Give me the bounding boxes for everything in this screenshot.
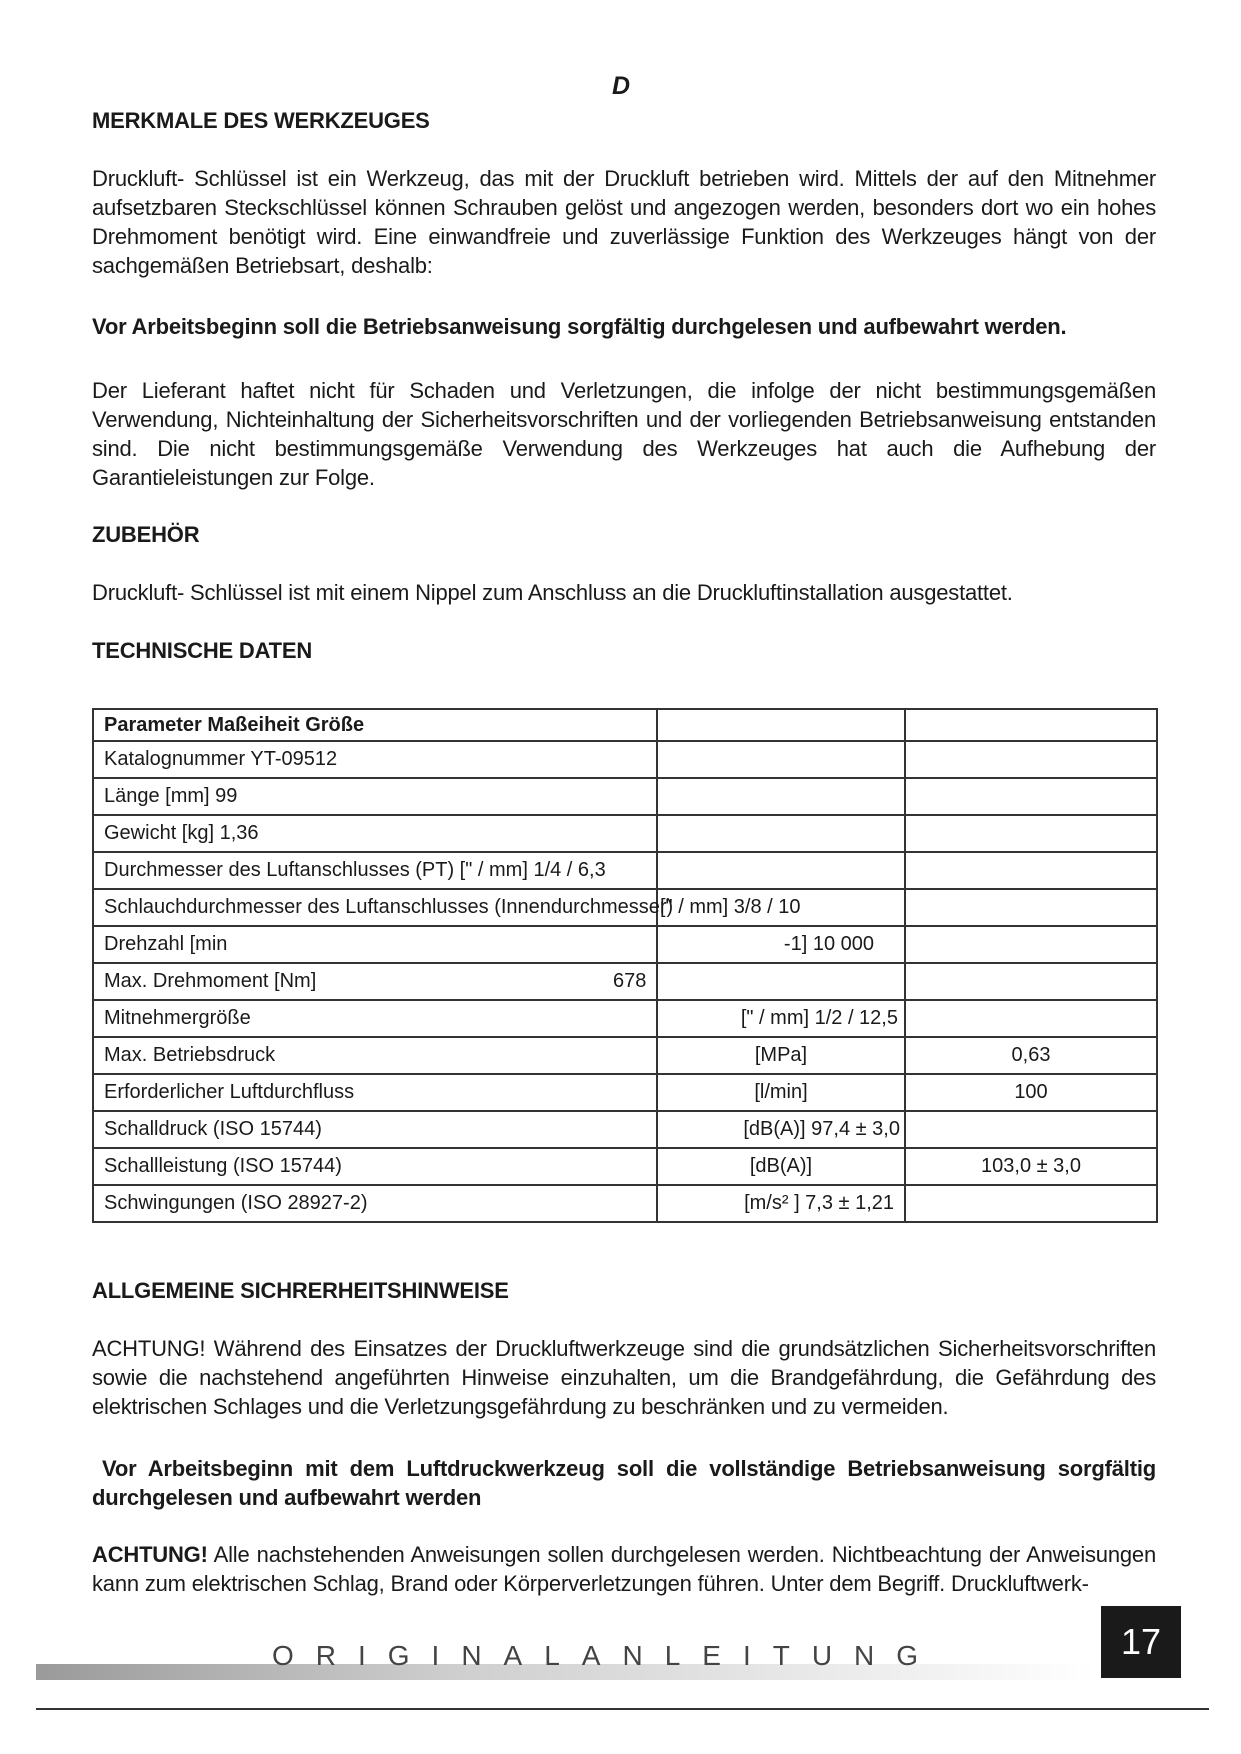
table-row bbox=[93, 1037, 1157, 1074]
table-cell bbox=[905, 815, 1157, 852]
table-row bbox=[93, 1185, 1157, 1222]
table-row bbox=[93, 1148, 1157, 1185]
table-cell: Durchmesser des Luftanschlusses (PT) [" / mm] 1/4 / 6,3 bbox=[93, 852, 657, 889]
accessories-heading: ZUBEHÖR bbox=[92, 522, 200, 547]
table-cell: 103,0 ± 3,0 bbox=[905, 1148, 1157, 1185]
table-cell bbox=[905, 852, 1157, 889]
safety-paragraph-1: ACHTUNG! Während des Einsatzes der Druckluftwerkzeuge sind die grundsätzlichen Sicherheitsvorschriften sowie die nachstehend angeführten Hinweise einzuhalten, um die Brandgefährdung, die Gefährdung des elektrischen Schlages und die Verletzungsgefährdung zu beschränken und zu vermeiden. bbox=[92, 1336, 1156, 1419]
table-cell-value: 678 bbox=[613, 970, 647, 992]
table-header-empty bbox=[905, 709, 1157, 741]
safety-paragraph-3 bbox=[92, 1540, 1156, 1598]
footer-title: ORIGINALANLEITUNG bbox=[272, 1640, 941, 1671]
table-cell bbox=[657, 741, 905, 778]
table-row bbox=[93, 926, 1157, 963]
table-header-cell: Parameter Maßeiheit Größe bbox=[93, 709, 657, 741]
table-row bbox=[93, 852, 1157, 889]
page-number: 17 bbox=[1101, 1606, 1181, 1678]
safety-paragraph-3-text: Alle nachstehenden Anweisungen sollen durchgelesen werden. Nichtbeachtung der Anweisungen kann zum elektrischen Schlag, Brand oder Körperverletzungen führen. Unter dem Begriff. Druckluftwerk- bbox=[92, 1542, 1156, 1596]
table-cell bbox=[93, 963, 657, 1000]
table-row bbox=[93, 815, 1157, 852]
table-header-row bbox=[93, 709, 1157, 741]
table-row bbox=[93, 741, 1157, 778]
table-cell bbox=[905, 741, 1157, 778]
accessories-paragraph: Druckluft- Schlüssel ist mit einem Nippel zum Anschluss an die Druckluftinstallation ausgestattet. bbox=[92, 580, 1013, 605]
tech-heading: TECHNISCHE DATEN bbox=[92, 638, 313, 663]
table-cell: [" / mm] 1/2 / 12,5 bbox=[657, 1000, 905, 1037]
table-cell: 0,63 bbox=[905, 1037, 1157, 1074]
table-header-empty bbox=[657, 709, 905, 741]
table-cell bbox=[657, 963, 905, 1000]
table-row bbox=[93, 1074, 1157, 1111]
table-cell bbox=[657, 778, 905, 815]
features-paragraph-2: Vor Arbeitsbeginn soll die Betriebsanweisung sorgfältig durchgelesen und aufbewahrt werden. bbox=[92, 314, 1067, 339]
table-cell: Max. Betriebsdruck bbox=[93, 1037, 657, 1074]
table-cell: Schwingungen (ISO 28927-2) bbox=[93, 1185, 657, 1222]
table-cell bbox=[657, 852, 905, 889]
table-row bbox=[93, 1000, 1157, 1037]
table-row bbox=[93, 889, 1157, 926]
table-cell bbox=[905, 1111, 1157, 1148]
table-cell bbox=[905, 963, 1157, 1000]
table-cell: Schallleistung (ISO 15744) bbox=[93, 1148, 657, 1185]
safety-paragraph-2: Vor Arbeitsbeginn mit dem Luftdruckwerkzeug soll die vollständige Betriebsanweisung sorgfältig durchgelesen und aufbewahrt werden bbox=[92, 1456, 1156, 1510]
features-paragraph-1: Druckluft- Schlüssel ist ein Werkzeug, das mit der Druckluft betrieben wird. Mittels der auf den Mitnehmer aufsetzbaren Steckschlüssel können Schrauben gelöst und angezogen werden, besonders dort wo ein hohes Drehmoment benötigt wird. Eine einwandfreie und zuverlässige Funktion des Werkzeuges hängt von der sachgemäßen Betriebsart, deshalb: bbox=[92, 166, 1156, 278]
table-row bbox=[93, 1111, 1157, 1148]
features-heading: MERKMALE DES WERKZEUGES bbox=[92, 108, 430, 133]
table-cell: [dB(A)] 97,4 ± 3,0 bbox=[657, 1111, 905, 1148]
table-cell: [m/s² ] 7,3 ± 1,21 bbox=[657, 1185, 905, 1222]
language-marker: D bbox=[612, 72, 631, 100]
table-cell bbox=[905, 1000, 1157, 1037]
table-cell bbox=[905, 926, 1157, 963]
table-row bbox=[93, 778, 1157, 815]
table-cell: Gewicht [kg] 1,36 bbox=[93, 815, 657, 852]
table-cell: Katalognummer YT-09512 bbox=[93, 741, 657, 778]
table-cell: [MPa] bbox=[657, 1037, 905, 1074]
tech-data-table bbox=[92, 708, 1158, 1223]
safety-heading: ALLGEMEINE SICHRERHEITSHINWEISE bbox=[92, 1278, 509, 1303]
features-paragraph-3: Der Lieferant haftet nicht für Schaden und Verletzungen, die infolge der nicht bestimmungsgemäßen Verwendung, Nichteinhaltung der Sicherheitsvorschriften und der vorliegenden Betriebsanweisung entstanden sind. Die nicht bestimmungsgemäße Verwendung des Werkzeuges hat auch die Aufhebung der Garantieleistungen zur Folge. bbox=[92, 378, 1156, 490]
table-cell bbox=[657, 815, 905, 852]
table-cell: Schlauchdurchmesser des Luftanschlusses (Innendurchmesser) bbox=[93, 889, 657, 926]
warning-label: ACHTUNG! bbox=[92, 1542, 208, 1567]
footer-divider bbox=[36, 1708, 1209, 1710]
table-cell: Erforderlicher Luftdurchfluss bbox=[93, 1074, 657, 1111]
table-cell: [dB(A)] bbox=[657, 1148, 905, 1185]
table-cell: [" / mm] 3/8 / 10 bbox=[657, 889, 905, 926]
table-cell: 100 bbox=[905, 1074, 1157, 1111]
table-cell: -1] 10 000 bbox=[657, 926, 905, 963]
table-row bbox=[93, 963, 1157, 1000]
table-cell bbox=[905, 778, 1157, 815]
table-cell bbox=[905, 889, 1157, 926]
table-cell: Drehzahl [min bbox=[93, 926, 657, 963]
table-cell bbox=[905, 1185, 1157, 1222]
table-cell: [l/min] bbox=[657, 1074, 905, 1111]
table-cell: Schalldruck (ISO 15744) bbox=[93, 1111, 657, 1148]
table-cell: Länge [mm] 99 bbox=[93, 778, 657, 815]
table-cell: Mitnehmergröße bbox=[93, 1000, 657, 1037]
table-cell-label: Max. Drehmoment [Nm] bbox=[104, 970, 317, 992]
